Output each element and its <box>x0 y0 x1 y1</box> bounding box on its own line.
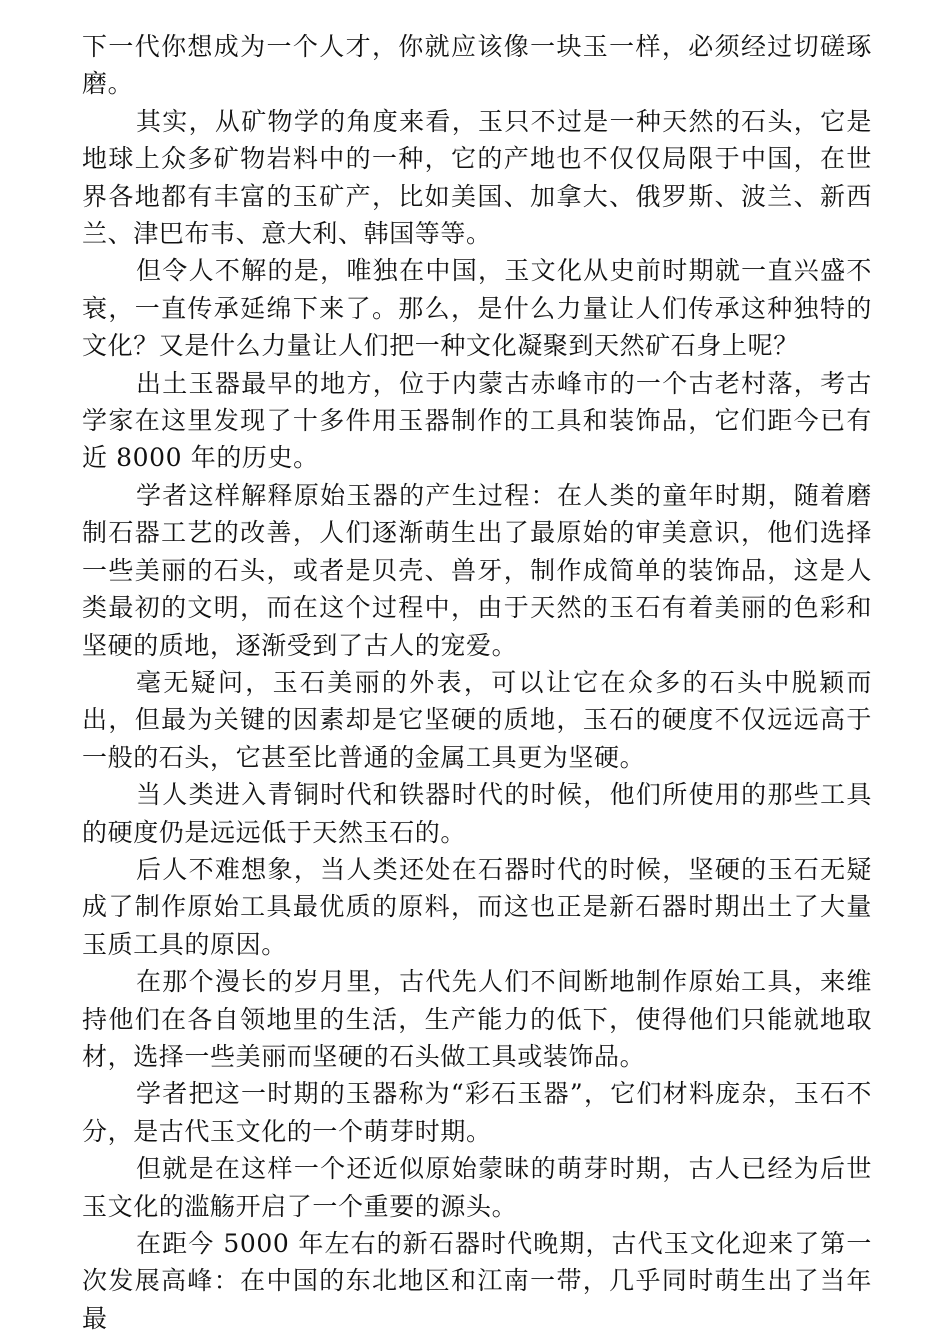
paragraph-7: 当人类进入青铜时代和铁器时代的时候，他们所使用的那些工具的硬度仍是远远低于天然玉石的。 <box>82 780 872 847</box>
paragraph-6: 毫无疑问，玉石美丽的外表，可以让它在众多的石头中脱颖而出，但最为关键的因素却是它坚硬的质地，玉石的硬度不仅远远高于一般的石头，它甚至比普通的金属工具更为坚硬。 <box>82 667 872 772</box>
paragraph-4: 出土玉器最早的地方，位于内蒙古赤峰市的一个古老村落，考古学家在这里发现了十多件用玉器制作的工具和装饰品，它们距今已有近 8000 年的历史。 <box>82 368 872 473</box>
paragraph-10: 学者把这一时期的玉器称为“彩石玉器”，它们材料庞杂，玉石不分，是古代玉文化的一个萌芽时期。 <box>82 1079 872 1146</box>
paragraph-9: 在那个漫长的岁月里，古代先人们不间断地制作原始工具，来维持他们在各自领地里的生活，生产能力的低下，使得他们只能就地取材，选择一些美丽而坚硬的石头做工具或装饰品。 <box>82 967 872 1071</box>
paragraph-5: 学者这样解释原始玉器的产生过程：在人类的童年时期，随着磨制石器工艺的改善，人们逐渐萌生出了最原始的审美意识，他们选择一些美丽的石头，或者是贝壳、兽牙，制作成简单的装饰品，这是人类最初的文明，而在这个过程中，由于天然的玉石有着美丽的色彩和坚硬的质地，逐渐受到了古人的宠爱。 <box>82 480 872 660</box>
paragraph-8: 后人不难想象，当人类还处在石器时代的时候，坚硬的玉石无疑成了制作原始工具最优质的原料，而这也正是新石器时期出土了大量玉质工具的原因。 <box>82 854 872 959</box>
paragraph-12: 在距今 5000 年左右的新石器时代晚期，古代玉文化迎来了第一次发展高峰：在中国的东北地区和江南一带，几乎同时萌生出了当年最 <box>82 1229 872 1333</box>
paragraph-1: 下一代你想成为一个人才，你就应该像一块玉一样，必须经过切磋琢磨。 <box>82 32 872 99</box>
body-text <box>82 28 872 1337</box>
paragraph-2: 其实，从矿物学的角度来看，玉只不过是一种天然的石头，它是地球上众多矿物岩料中的一种，它的产地也不仅仅局限于中国，在世界各地都有丰富的玉矿产，比如美国、加拿大、俄罗斯、波兰、新西兰、津巴布韦、意大利、韩国等等。 <box>82 106 872 249</box>
paragraph-3: 但令人不解的是，唯独在中国，玉文化从史前时期就一直兴盛不衰，一直传承延绵下来了。那么，是什么力量让人们传承这种独特的文化？又是什么力量让人们把一种文化凝聚到天然矿石身上呢？ <box>82 256 872 361</box>
paragraph-11: 但就是在这样一个还近似原始蒙昧的萌芽时期，古人已经为后世玉文化的滥觞开启了一个重要的源头。 <box>82 1154 872 1221</box>
